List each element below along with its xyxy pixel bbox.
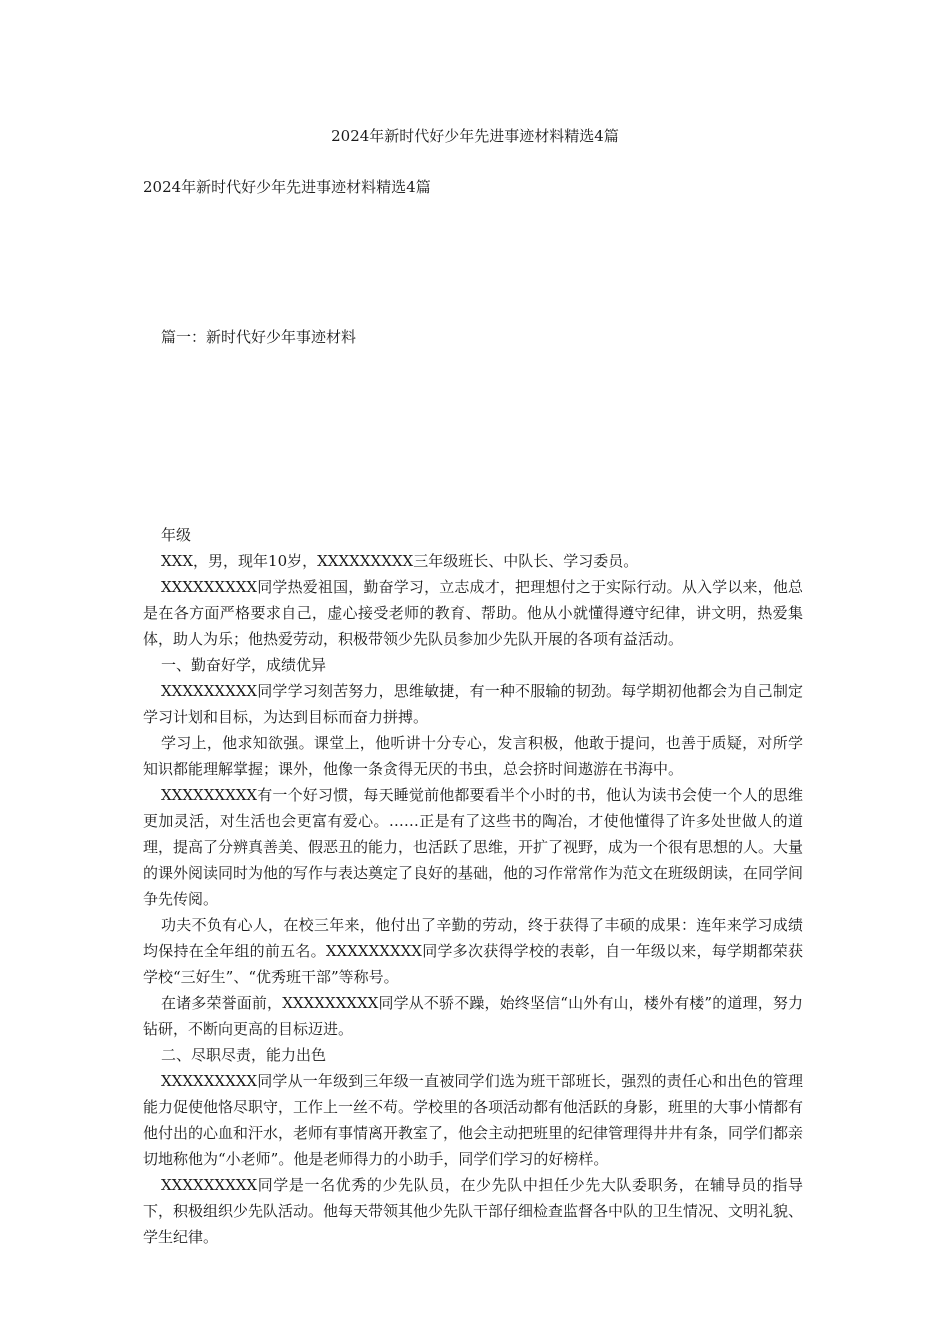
section-title: 篇一：新时代好少年事迹材料 — [161, 328, 357, 346]
paragraph: 年级 — [161, 526, 192, 544]
paragraph: 在诸多荣誉面前，XXXXXXXXX同学从不骄不躁，始终坚信“山外有山，楼外有楼”的道理，努力钻研，不断向更高的目标迈进。 — [143, 994, 803, 1038]
paragraph-heading: 二、尽职尽责，能力出色 — [161, 1046, 327, 1064]
paragraph: XXXXXXXXX同学学习刻苦努力，思维敏捷，有一种不服输的韧劲。每学期初他都会为自己制定学习计划和目标，为达到目标而奋力拼搏。 — [143, 682, 803, 726]
paragraph: 学习上，他求知欲强。课堂上，他听讲十分专心，发言积极，他敢于提问，也善于质疑，对所学知识都能理解掌握；课外，他像一条贪得无厌的书虫，总会挤时间遨游在书海中。 — [143, 734, 803, 778]
paragraph: 功夫不负有心人，在校三年来，他付出了辛勤的劳动，终于获得了丰硕的成果：连年来学习成绩均保持在全年组的前五名。XXXXXXXXX同学多次获得学校的表彰，自一年级以来，每学期都荣获学校“三好生”、“优秀班干部”等称号。 — [143, 916, 803, 986]
page-header-title: 2024年新时代好少年先进事迹材料精选4篇 — [331, 127, 619, 145]
body-text — [143, 522, 803, 1250]
paragraph: XXXXXXXXX同学是一名优秀的少先队员，在少先队中担任少先大队委职务，在辅导员的指导下，积极组织少先队活动。他每天带领其他少先队干部仔细检查监督各中队的卫生情况、文明礼貌、学生纪律。 — [143, 1176, 804, 1246]
document-title: 2024年新时代好少年先进事迹材料精选4篇 — [143, 178, 431, 196]
paragraph: XXXXXXXXX有一个好习惯，每天睡觉前他都要看半个小时的书，他认为读书会使一个人的思维更加灵活，对生活也会更富有爱心。……正是有了这些书的陶冶，才使他懂得了许多处世做人的道理，提高了分辨真善美、假恶丑的能力，也活跃了思维，开扩了视野，成为一个很有思想的人。大量的课外阅读同时为他的写作与表达奠定了良好的基础，他的习作常常作为范文在班级朗读，在同学间争先传阅。 — [143, 786, 804, 908]
paragraph: XXXXXXXXX同学从一年级到三年级一直被同学们选为班干部班长，强烈的责任心和出色的管理能力促使他恪尽职守，工作上一丝不苟。学校里的各项活动都有他活跃的身影，班里的大事小情都有他付出的心血和汗水，老师有事情离开教室了，他会主动把班里的纪律管理得井井有条，同学们都亲切地称他为“小老师”。他是老师得力的小助手，同学们学习的好榜样。 — [143, 1072, 804, 1168]
paragraph: XXX，男，现年10岁，XXXXXXXXX三年级班长、中队长、学习委员。 — [161, 552, 639, 570]
paragraph: XXXXXXXXX同学热爱祖国，勤奋学习，立志成才，把理想付之于实际行动。从入学以来，他总是在各方面严格要求自己，虚心接受老师的教育、帮助。他从小就懂得遵守纪律，讲文明，热爱集体，助人为乐；他热爱劳动，积极带领少先队员参加少先队开展的各项有益活动。 — [143, 578, 803, 648]
paragraph-heading: 一、勤奋好学，成绩优异 — [161, 656, 327, 674]
